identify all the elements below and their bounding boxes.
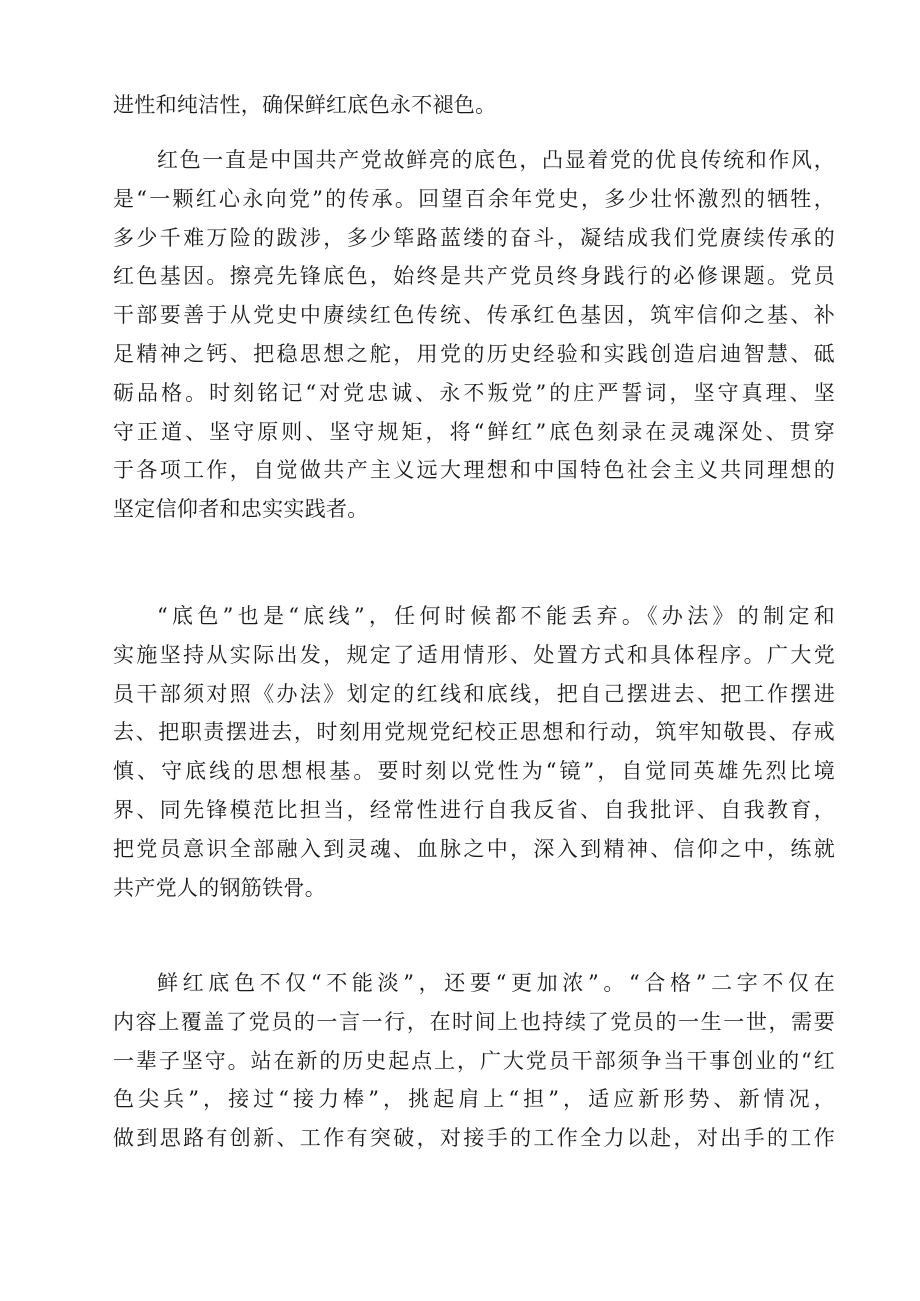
text-line: 共产党人的钢筋铁骨。	[113, 875, 326, 900]
text-line: 红色一直是中国共产党故鲜亮的底色，凸显着党的优良传统和作风，	[157, 148, 835, 172]
text-line: 鲜红底色不仅“不能淡”，还要“更加浓”。“合格”二字不仅在	[157, 971, 835, 995]
text-line: 进性和纯洁性，确保鲜红底色永不褪色。	[113, 93, 497, 117]
text-line: 界、同先锋模范比担当，经常性进行自我反省、自我批评、自我教育，	[113, 797, 835, 822]
paragraph-2	[113, 141, 835, 529]
text-line: 慎、守底线的思想根基。要时刻以党性为“镜”，自觉同英雄先烈比境	[113, 759, 835, 784]
text-line: 一辈子坚守。站在新的历史起点上，广大党员干部须争当干事创业的“红	[113, 1048, 835, 1073]
text-line: 去、把职责摆进去，时刻用党规党纪校正思想和行动，筑牢知敬畏、存戒	[113, 720, 835, 745]
text-line: 做到思路有创新、工作有突破，对接手的工作全力以赴，对出手的工作	[113, 1126, 835, 1151]
text-line: 干部要善于从党史中赓续红色传统、传承红色基因，筑牢信仰之基、补	[113, 303, 835, 328]
text-line: 红色基因。擦亮先锋底色，始终是共产党员终身践行的必修课题。党员	[113, 264, 835, 289]
text-line: 于各项工作，自觉做共产主义远大理想和中国特色社会主义共同理想的	[113, 458, 835, 483]
text-line: 员干部须对照《办法》划定的红线和底线，把自己摆进去、把工作摆进	[113, 681, 835, 706]
text-line: 足精神之钙、把稳思想之舵，用党的历史经验和实践创造启迪智慧、砥	[113, 341, 835, 366]
text-line: 是“一颗红心永向党”的传承。回望百余年党史，多少壮怀激烈的牺牲，	[113, 186, 835, 211]
text-line: 实施坚持从实际出发，规定了适用情形、处置方式和具体程序。广大党	[113, 642, 835, 667]
text-line: 内容上覆盖了党员的一言一行，在时间上也持续了党员的一生一世，需要	[113, 1009, 835, 1034]
text-line: “底色”也是“底线”，任何时候都不能丢弃。《办法》的制定和	[157, 604, 835, 628]
paragraph-4	[113, 964, 835, 1158]
text-line: 把党员意识全部融入到灵魂、血脉之中，深入到精神、信仰之中，练就	[113, 836, 835, 861]
text-line: 坚定信仰者和忠实实践者。	[113, 497, 369, 522]
paragraph-3	[113, 597, 835, 907]
text-line: 守正道、坚守原则、坚守规矩，将“鲜红”底色刻录在灵魂深处、贯穿	[113, 419, 835, 444]
paragraph-1	[113, 86, 835, 125]
text-line: 砺品格。时刻铭记“对党忠诚、永不叛党”的庄严誓词，坚守真理、坚	[113, 380, 835, 405]
text-line: 色尖兵”，接过“接力棒”，挑起肩上“担”，适应新形势、新情况，	[113, 1087, 835, 1112]
text-line: 多少千难万险的跋涉，多少筚路蓝缕的奋斗，凝结成我们党赓续传承的	[113, 225, 835, 250]
